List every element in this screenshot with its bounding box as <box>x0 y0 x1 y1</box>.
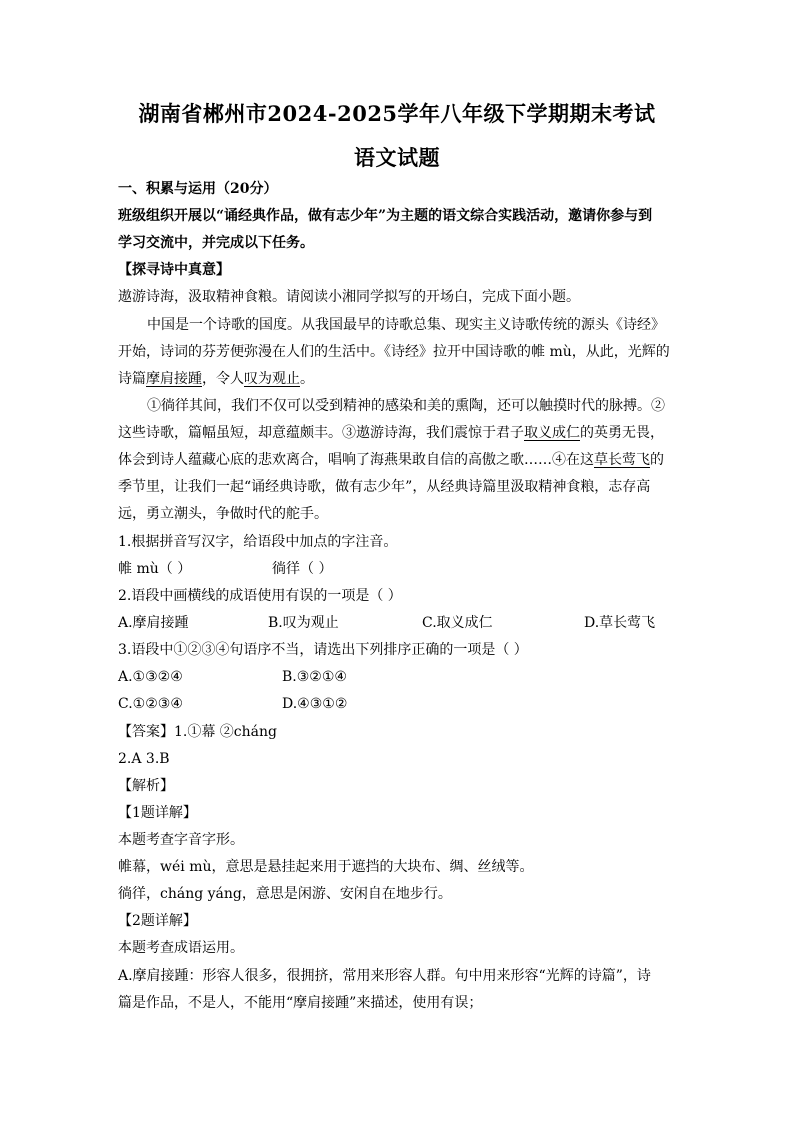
detail-2-line1: 本题考查成语运用。 <box>118 940 244 956</box>
passage-p2-line1: ①徜徉其间，我们不仅可以受到精神的感染和美的熏陶，还可以触摸时代的脉搏。② <box>147 398 665 414</box>
question-2: 2.语段中画横线的成语使用有误的一项是（ ） <box>118 588 402 604</box>
passage-p1-line3 <box>118 369 678 389</box>
underlined-idiom: 取义成仁 <box>524 425 580 441</box>
question-2-option-c: C.取义成仁 <box>422 615 493 631</box>
section-intro-line2: 学习交流中，并完成以下任务。 <box>118 235 314 251</box>
question-3-option-a: A.①③②④ <box>118 669 183 685</box>
passage-p1-line1: 中国是一个诗歌的国度。从我国最早的诗歌总集、现实主义诗歌传统的源头《诗经》 <box>147 317 665 333</box>
question-1: 1.根据拼音写汉字，给语段中加点的字注音。 <box>118 534 398 550</box>
task-description: 遨游诗海，汲取精神食粮。请阅读小湘同学拟写的开场白，完成下面小题。 <box>118 289 580 305</box>
underlined-idiom: 摩肩接踵 <box>146 371 202 387</box>
exam-subtitle: 语文试题 <box>354 145 440 170</box>
answer-line2: 2.A 3.B <box>118 751 170 767</box>
task-label: 【探寻诗中真意】 <box>118 262 230 278</box>
analysis-label: 【解析】 <box>118 778 174 794</box>
detail-1-line1: 本题考查字音字形。 <box>118 832 244 848</box>
passage-p1-line2: 开始，诗词的芬芳便弥漫在人们的生活中。《诗经》拉开中国诗歌的帷 mù，从此，光辉的 <box>118 344 670 360</box>
section-heading: 一、积累与运用（20分） <box>118 181 278 197</box>
detail-1-line3: 徜徉，cháng yáng，意思是闲游、安闲自在地步行。 <box>118 886 452 902</box>
detail-2-line3: 篇是作品，不是人，不能用“摩肩接踵”来描述，使用有误； <box>118 995 483 1011</box>
question-1-blank-b: 徜徉（ ） <box>272 561 333 577</box>
text-run: 这些诗歌，篇幅虽短，却意蕴颇丰。③遨游诗海，我们震惊于君子 <box>118 425 524 441</box>
underlined-idiom: 叹为观止 <box>244 371 300 387</box>
answer-line1: 【答案】1.①幕 ②cháng <box>118 724 277 740</box>
passage-p2-line4: 季节里，让我们一起“诵经典诗歌，做有志少年”，从经典诗篇里汲取精神食粮，志存高 <box>118 479 651 495</box>
text-run: 诗篇 <box>118 371 146 387</box>
text-run: 的 <box>650 452 664 468</box>
text-run: ，令人 <box>202 371 244 387</box>
question-1-blank-a: 帷 mù（ ） <box>118 561 192 577</box>
question-3-option-b: B.③②①④ <box>282 669 347 685</box>
detail-2-label: 【2题详解】 <box>118 913 197 929</box>
underlined-idiom: 草长莺飞 <box>594 452 650 468</box>
question-2-option-a: A.摩肩接踵 <box>118 615 189 631</box>
question-3-option-d: D.④③①② <box>282 696 348 712</box>
text-run: 体会到诗人蕴藏心底的悲欢离合，唱响了海燕果敢自信的高傲之歌……④在这 <box>118 452 594 468</box>
detail-2-line2: A.摩肩接踵：形容人很多，很拥挤，常用来形容人群。句中用来形容“光辉的诗篇”，诗 <box>118 968 651 984</box>
question-3: 3.语段中①②③④句语序不当，请选出下列排序正确的一项是（ ） <box>118 642 528 658</box>
detail-1-line2: 帷幕，wéi mù，意思是悬挂起来用于遮挡的大块布、绸、丝绒等。 <box>118 859 534 875</box>
text-run: 。 <box>300 371 314 387</box>
passage-p2-line2 <box>118 423 678 443</box>
detail-1-label: 【1题详解】 <box>118 805 197 821</box>
exam-title: 湖南省郴州市2024-2025学年八年级下学期期末考试 <box>138 101 656 126</box>
text-run: 的英勇无畏， <box>580 425 664 441</box>
question-2-option-b: B.叹为观止 <box>268 615 339 631</box>
passage-p2-line5: 远，勇立潮头，争做时代的舵手。 <box>118 506 328 522</box>
section-intro-line1: 班级组织开展以“诵经典作品，做有志少年”为主题的语文综合实践活动，邀请你参与到 <box>118 208 653 224</box>
question-3-option-c: C.①②③④ <box>118 696 183 712</box>
passage-p2-line3 <box>118 450 678 470</box>
question-2-option-d: D.草长莺飞 <box>584 615 656 631</box>
